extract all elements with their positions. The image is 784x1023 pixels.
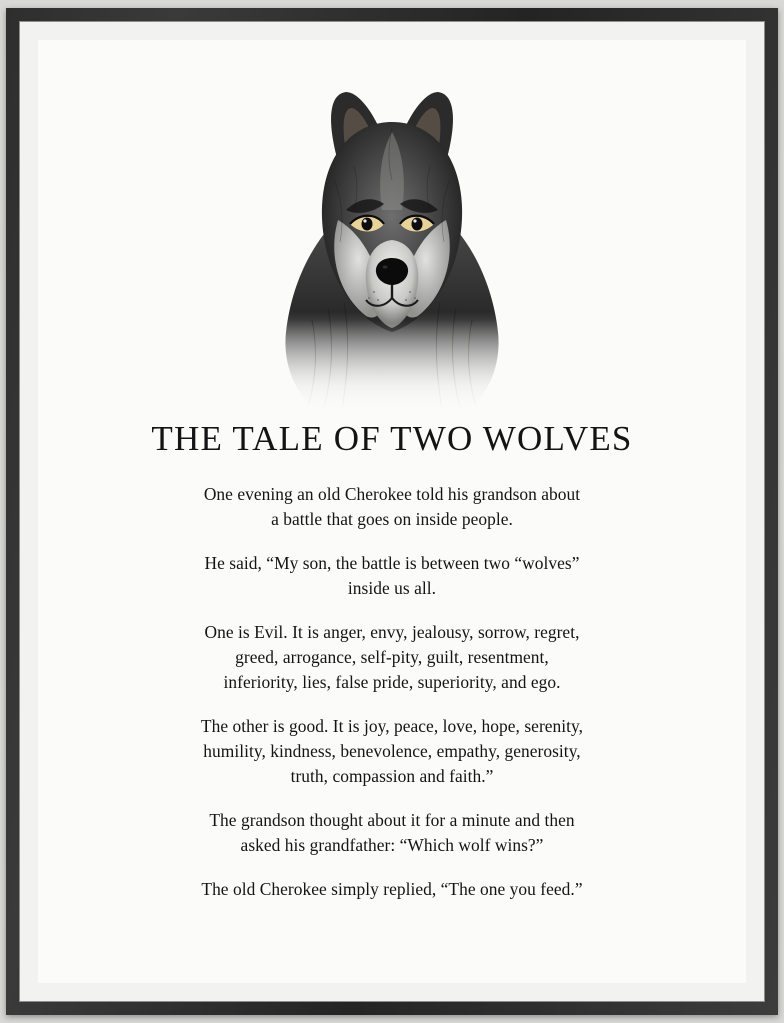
stanza-line: inside us all. <box>347 577 437 598</box>
stanza-line: truth, compassion and faith.” <box>290 766 494 787</box>
stanza-line: The old Cherokee simply replied, “The one you feed.” <box>201 879 583 900</box>
page-title: THE TALE OF TWO WOLVES <box>151 419 633 458</box>
poster-text-block <box>38 420 746 983</box>
stanza-line: inferiority, lies, false pride, superiority, and ego. <box>223 671 561 692</box>
stanza-line: One is Evil. It is anger, envy, jealousy, sorrow, regret, <box>204 621 580 642</box>
frame-inner-bevel <box>19 21 765 1002</box>
stanza-4 <box>98 714 686 789</box>
stanza-line: The grandson thought about it for a minute and then <box>209 810 575 831</box>
stanza-3 <box>98 620 686 695</box>
picture-frame <box>6 8 778 1015</box>
stanza-2 <box>98 551 686 601</box>
stanza-line: humility, kindness, benevolence, empathy, generosity, <box>203 741 581 761</box>
stanza-line: asked his grandfather: “Which wolf wins?” <box>240 835 544 856</box>
stanza-6 <box>98 877 686 902</box>
wolf-portrait-illustration <box>38 70 746 415</box>
poster-canvas <box>38 40 746 983</box>
stanza-line: He said, “My son, the battle is between two “wolves” <box>204 552 580 573</box>
stanza-line: One evening an old Cherokee told his grandson about <box>203 483 581 504</box>
stanza-1 <box>98 482 686 532</box>
stanza-5 <box>98 808 686 858</box>
stanza-line: a battle that goes on inside people. <box>271 508 513 529</box>
stanza-line: greed, arrogance, self-pity, guilt, resentment, <box>235 646 549 667</box>
stanza-line: The other is good. It is joy, peace, love, hope, serenity, <box>200 715 584 736</box>
